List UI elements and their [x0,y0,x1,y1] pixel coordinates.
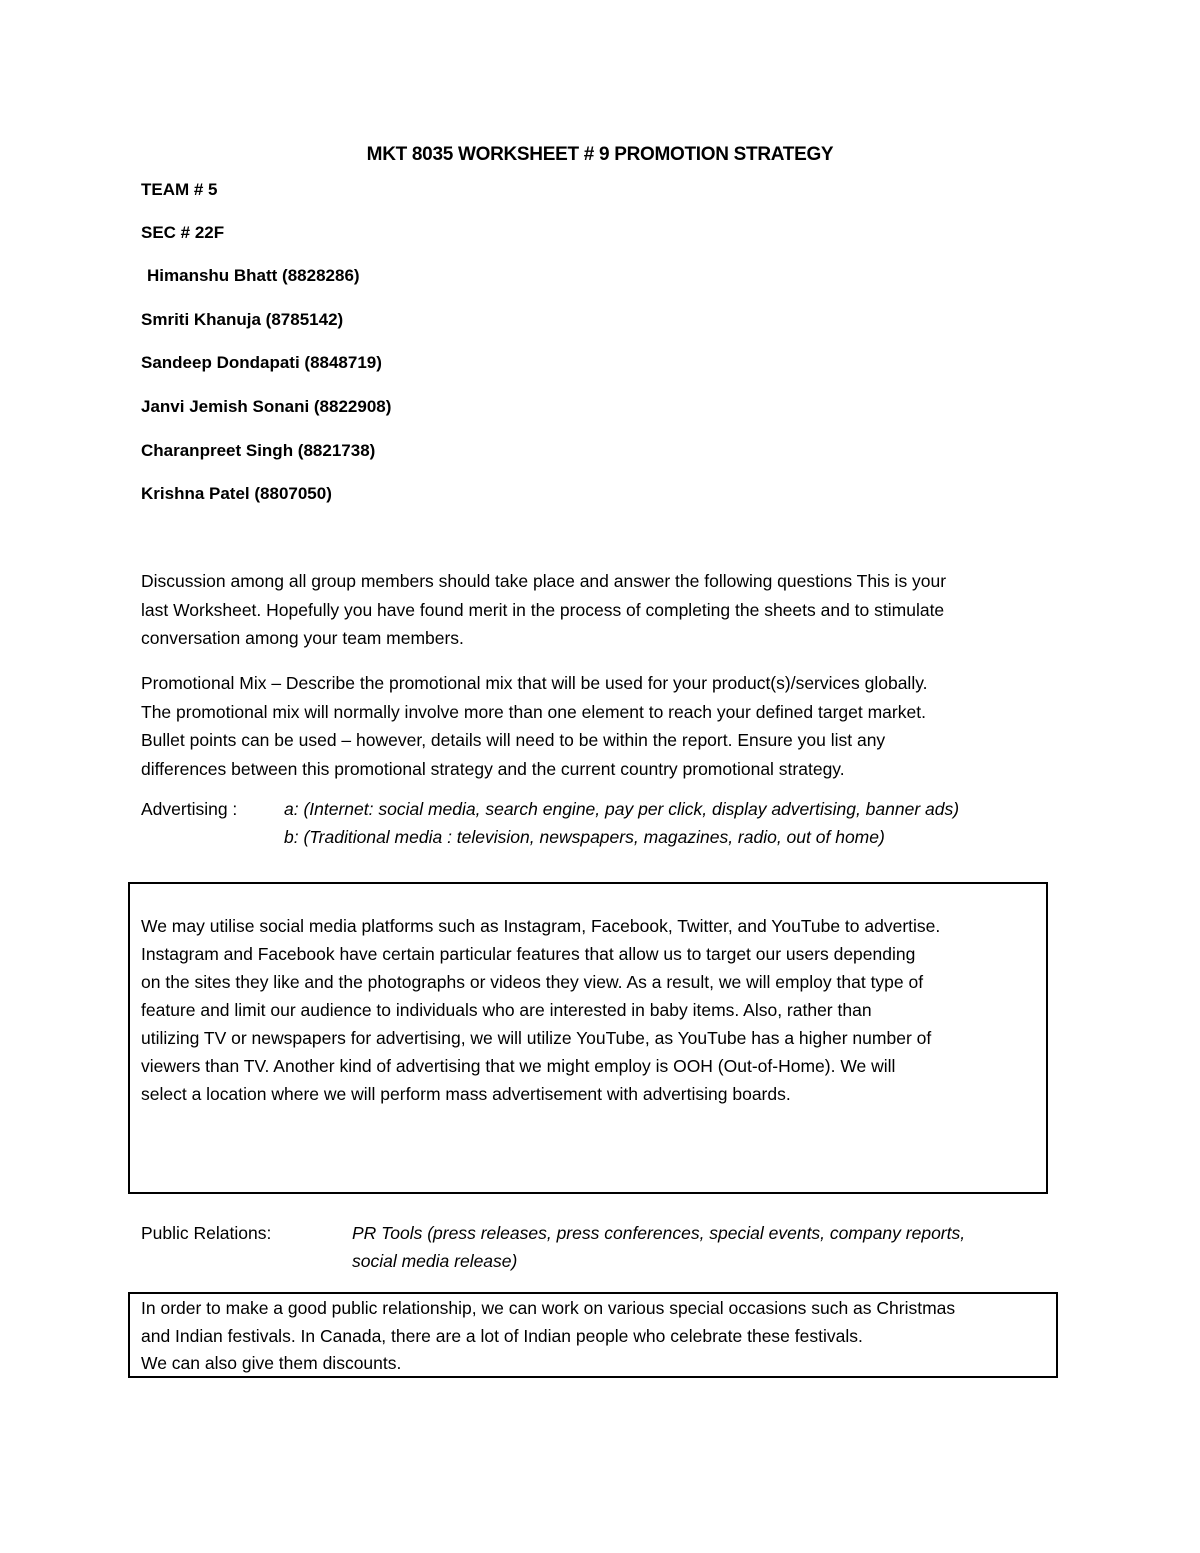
team-number: TEAM # 5 [141,180,218,199]
advertising-answer [141,912,940,1108]
pr-answer-line: We can also give them discounts. [141,1353,402,1373]
member-name: Krishna Patel (8807050) [141,484,332,503]
member-name: Himanshu Bhatt (8828286) [147,266,360,285]
public-relations-label: Public Relations: [141,1223,272,1243]
pr-answer-line: In order to make a good public relationship, we can work on various special occasions such as Christmas [141,1298,956,1318]
advertising-answer-line: on the sites they like and the photographs or videos they view. As a result, we will employ that type of [141,972,924,992]
member-name: Smriti Khanuja (8785142) [141,310,344,329]
advertising-answer-line: viewers than TV. Another kind of advertising that we might employ is OOH (Out-of-Home). We will [141,1056,896,1076]
intro-line: conversation among your team members. [141,628,464,648]
public-relations-answer [141,1295,955,1378]
pr-tools-line: PR Tools (press releases, press conferences, special events, company reports, [352,1223,966,1243]
advertising-answer-line: feature and limit our audience to individuals who are interested in baby items. Also, rather than [141,1000,872,1020]
member-name: Sandeep Dondapati (8848719) [141,353,382,372]
promo-mix-line: The promotional mix will normally involve more than one element to reach your defined target market. [141,701,926,722]
intro-line: Discussion among all group members should take place and answer the following questions This is your [141,571,947,591]
pr-tools-line: social media release) [352,1251,518,1271]
advertising-label: Advertising : [141,799,238,819]
advertising-answer-line: We may utilise social media platforms such as Instagram, Facebook, Twitter, and YouTube to advertise. [141,916,941,936]
advertising-option-a: a: (Internet: social media, search engine, pay per click, display advertising, banner ads) [284,799,960,819]
advertising-option-b: b: (Traditional media : television, newspapers, magazines, radio, out of home) [284,827,885,847]
advertising-answer-line: utilizing TV or newspapers for advertising, we will utilize YouTube, as YouTube has a higher number of [141,1028,932,1048]
advertising-answer-line: Instagram and Facebook have certain particular features that allow us to target our users depending [141,944,916,964]
advertising-answer-line: select a location where we will perform mass advertisement with advertising boards. [141,1084,791,1104]
pr-answer-line: and Indian festivals. In Canada, there are a lot of Indian people who celebrate these festivals. [141,1325,863,1346]
section-number: SEC # 22F [141,223,225,242]
promo-mix-line: Promotional Mix – Describe the promotional mix that will be used for your product(s)/services globally. [141,673,928,693]
promo-mix-paragraph [141,669,1071,783]
intro-line: last Worksheet. Hopefully you have found merit in the process of completing the sheets and to stimulate [141,599,945,620]
page-title: MKT 8035 WORKSHEET # 9 PROMOTION STRATEGY [366,144,834,165]
promo-mix-line: Bullet points can be used – however, details will need to be within the report. Ensure you list any [141,730,886,750]
member-name: Charanpreet Singh (8821738) [141,441,376,460]
promo-mix-line: differences between this promotional strategy and the current country promotional strategy. [141,758,845,779]
intro-paragraph [141,567,1071,653]
member-name: Janvi Jemish Sonani (8822908) [141,397,392,416]
